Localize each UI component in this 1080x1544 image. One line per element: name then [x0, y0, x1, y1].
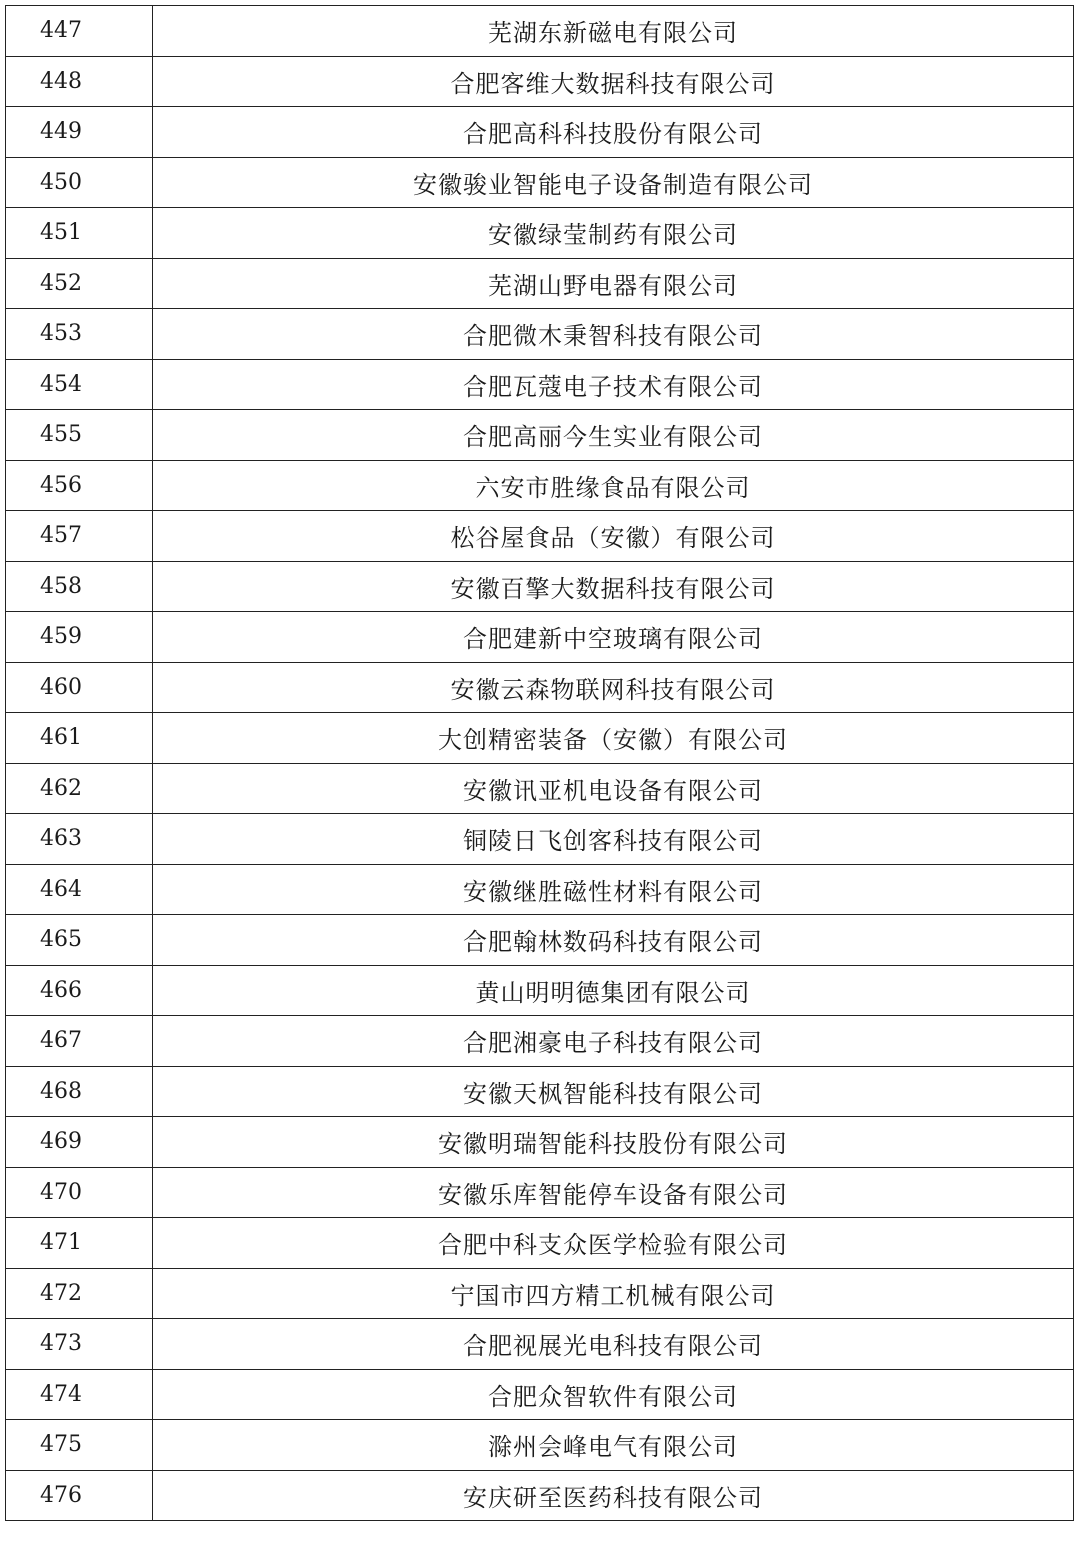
table-row: [6, 1319, 1074, 1370]
table-row: [6, 157, 1074, 208]
company-name-cell: 芜湖东新磁电有限公司: [153, 6, 1074, 57]
company-name-cell: 安徽乐库智能停车设备有限公司: [153, 1167, 1074, 1218]
company-name-cell: 芜湖山野电器有限公司: [153, 258, 1074, 309]
company-name-cell: 合肥湘豪电子科技有限公司: [153, 1016, 1074, 1067]
row-number-cell: 447: [6, 6, 153, 57]
table-row: [6, 359, 1074, 410]
table-row: [6, 1117, 1074, 1168]
row-number-cell: 466: [6, 965, 153, 1016]
row-number-cell: 463: [6, 814, 153, 865]
company-name-cell: 安徽百擎大数据科技有限公司: [153, 561, 1074, 612]
row-number-cell: 472: [6, 1268, 153, 1319]
table-row: [6, 460, 1074, 511]
row-number-cell: 456: [6, 460, 153, 511]
row-number-cell: 476: [6, 1470, 153, 1521]
row-number-cell: 462: [6, 763, 153, 814]
table-row: [6, 1016, 1074, 1067]
table-row: [6, 258, 1074, 309]
company-name-cell: 合肥中科支众医学检验有限公司: [153, 1218, 1074, 1269]
table-row: [6, 410, 1074, 461]
row-number-cell: 455: [6, 410, 153, 461]
row-number-cell: 464: [6, 864, 153, 915]
table-row: [6, 107, 1074, 158]
company-name-cell: 合肥建新中空玻璃有限公司: [153, 612, 1074, 663]
company-name-cell: 黄山明明德集团有限公司: [153, 965, 1074, 1016]
row-number-cell: 461: [6, 713, 153, 764]
company-name-cell: 安徽明瑞智能科技股份有限公司: [153, 1117, 1074, 1168]
table-row: [6, 612, 1074, 663]
table-row: [6, 915, 1074, 966]
company-name-cell: 安徽绿莹制药有限公司: [153, 208, 1074, 259]
table-row: [6, 208, 1074, 259]
row-number-cell: 467: [6, 1016, 153, 1067]
row-number-cell: 458: [6, 561, 153, 612]
row-number-cell: 453: [6, 309, 153, 360]
row-number-cell: 465: [6, 915, 153, 966]
table-row: [6, 814, 1074, 865]
row-number-cell: 451: [6, 208, 153, 259]
company-name-cell: 安徽天枫智能科技有限公司: [153, 1066, 1074, 1117]
row-number-cell: 454: [6, 359, 153, 410]
company-name-cell: 铜陵日飞创客科技有限公司: [153, 814, 1074, 865]
table-row: [6, 763, 1074, 814]
company-name-cell: 合肥众智软件有限公司: [153, 1369, 1074, 1420]
company-name-cell: 松谷屋食品（安徽）有限公司: [153, 511, 1074, 562]
company-list-sheet: [5, 5, 1074, 1521]
row-number-cell: 457: [6, 511, 153, 562]
row-number-cell: 448: [6, 56, 153, 107]
company-name-cell: 合肥微木秉智科技有限公司: [153, 309, 1074, 360]
table-row: [6, 6, 1074, 57]
company-name-cell: 滁州会峰电气有限公司: [153, 1420, 1074, 1471]
row-number-cell: 470: [6, 1167, 153, 1218]
company-name-cell: 合肥翰林数码科技有限公司: [153, 915, 1074, 966]
table-row: [6, 561, 1074, 612]
table-row: [6, 56, 1074, 107]
company-name-cell: 合肥高丽今生实业有限公司: [153, 410, 1074, 461]
company-name-cell: 安徽骏业智能电子设备制造有限公司: [153, 157, 1074, 208]
company-name-cell: 安徽继胜磁性材料有限公司: [153, 864, 1074, 915]
row-number-cell: 449: [6, 107, 153, 158]
row-number-cell: 450: [6, 157, 153, 208]
company-name-cell: 合肥视展光电科技有限公司: [153, 1319, 1074, 1370]
row-number-cell: 459: [6, 612, 153, 663]
table-row: [6, 1420, 1074, 1471]
table-row: [6, 511, 1074, 562]
row-number-cell: 469: [6, 1117, 153, 1168]
company-name-cell: 六安市胜缘食品有限公司: [153, 460, 1074, 511]
row-number-cell: 471: [6, 1218, 153, 1269]
company-table: [5, 5, 1074, 1521]
row-number-cell: 452: [6, 258, 153, 309]
company-name-cell: 合肥客维大数据科技有限公司: [153, 56, 1074, 107]
company-name-cell: 合肥瓦蔻电子技术有限公司: [153, 359, 1074, 410]
table-row: [6, 1268, 1074, 1319]
company-name-cell: 合肥高科科技股份有限公司: [153, 107, 1074, 158]
row-number-cell: 473: [6, 1319, 153, 1370]
row-number-cell: 460: [6, 662, 153, 713]
company-name-cell: 大创精密装备（安徽）有限公司: [153, 713, 1074, 764]
table-row: [6, 1470, 1074, 1521]
table-row: [6, 1167, 1074, 1218]
table-row: [6, 965, 1074, 1016]
row-number-cell: 468: [6, 1066, 153, 1117]
company-name-cell: 安徽云森物联网科技有限公司: [153, 662, 1074, 713]
row-number-cell: 475: [6, 1420, 153, 1471]
table-row: [6, 1218, 1074, 1269]
table-row: [6, 1066, 1074, 1117]
table-body: [6, 6, 1074, 1521]
row-number-cell: 474: [6, 1369, 153, 1420]
company-name-cell: 安徽讯亚机电设备有限公司: [153, 763, 1074, 814]
table-row: [6, 713, 1074, 764]
table-row: [6, 309, 1074, 360]
table-row: [6, 864, 1074, 915]
table-row: [6, 1369, 1074, 1420]
company-name-cell: 宁国市四方精工机械有限公司: [153, 1268, 1074, 1319]
company-name-cell: 安庆研至医药科技有限公司: [153, 1470, 1074, 1521]
table-row: [6, 662, 1074, 713]
